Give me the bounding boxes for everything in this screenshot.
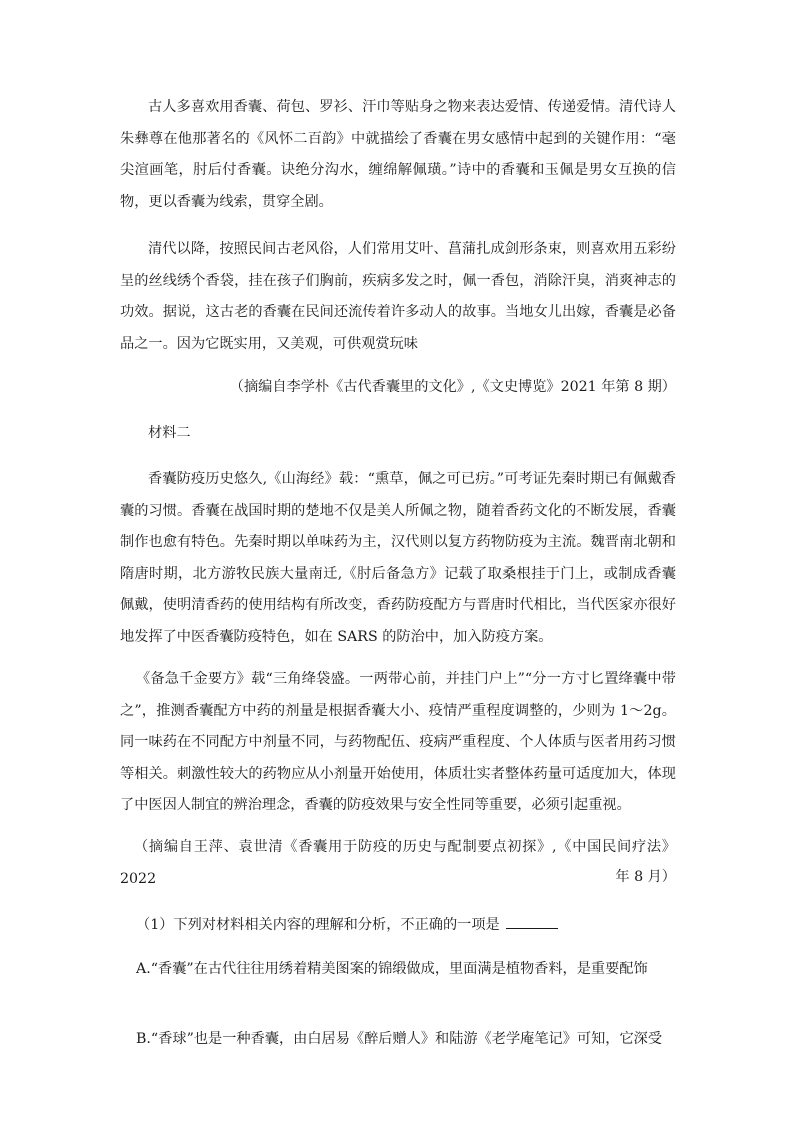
answer-blank[interactable]: [506, 914, 558, 929]
material-two-heading: 材料二: [148, 425, 191, 441]
material-one-source: （摘编自李学朴《古代香囊里的文化》,《文史博览》2021 年第 8 期）: [229, 379, 676, 395]
material-one-paragraph-1: 古人多喜欢用香囊、荷包、罗衫、汗巾等贴身之物来表达爱情、传递爱情。清代诗人朱彝尊在他那著名的《风怀二百韵》中就描绘了香囊在男女感情中起到的关键作用：“毫尖渲画笔，肘后付香囊。诀绝分沟水，缠绵解佩璜。”诗中的香囊和玉佩是男女互换的信物，更以香囊为线索，贯穿全剧。: [120, 99, 676, 210]
material-one-paragraph-2: 清代以降，按照民间古老风俗，人们常用艾叶、菖蒲扎成剑形条束，则喜欢用五彩纷呈的丝线绣个香袋，挂在孩子们胸前，疾病多发之时，佩一香包，消除汗臭，消爽神志的功效。据说，这古老的香囊在民间还流传着许多动人的故事。当地女儿出嫁，香囊是必备品之一。因为它既实用，又美观，可供观赏玩味: [120, 241, 676, 352]
material-two-paragraph-1: 香囊防疫历史悠久,《山海经》载：“熏草，佩之可已疠。”可考证先秦时期已有佩戴香囊的习惯。香囊在战国时期的楚地不仅是美人所佩之物，随着香药文化的不断发展，香囊制作也愈有特色。先秦时期以单味药为主，汉代则以复方药物防疫为主流。魏晋南北朝和隋唐时期，北方游牧民族大量南迁,《肘后备急方》记载了取桑根挂于门上，或制成香囊佩戴，使明清香药的使用结构有所改变，香药防疫配方与晋唐时代相比，当代医家亦很好地发挥了中医香囊防疫特色，如在 SARS 的防治中，加入防疫方案。: [120, 471, 676, 645]
question-stem: [136, 910, 558, 942]
option-a: A.“香囊”在古代往往用绣着精美图案的锦缎做成，里面满是植物香料，是重要配饰: [136, 961, 648, 977]
material-two-paragraph-2: 《备急千金要方》载“三角绛袋盛。一两带心前，并挂门户上”“分一方寸匕置绛囊中带之”，推测香囊配方中药的剂量是根据香囊大小、疫情严重程度调整的，少则为 1～2g。同一味药在不同配方中剂量不同，与药物配伍、疫病严重程度、个人体质与医者用药习惯等相关。刺激性较大的药物应从小剂量开始使用，体质壮实者整体药量可适度加大，体现了中医因人制宜的辨治理念，香囊的防疫效果与安全性同等重要，必须引起重视。: [120, 671, 676, 813]
material-two-source-line-2: 年 8 月）: [615, 869, 676, 885]
question-stem-text: （1）下列对材料相关内容的理解和分析，不正确的一项是: [136, 917, 500, 933]
material-two-source-line-1: （摘编自王萍、袁世清《香囊用于防疫的历史与配制要点初探》,《中国民间疗法》2022: [120, 839, 676, 887]
option-b: B.“香球”也是一种香囊，由白居易《醉后赠人》和陆游《老学庵笔记》可知，它深受: [136, 1031, 663, 1047]
